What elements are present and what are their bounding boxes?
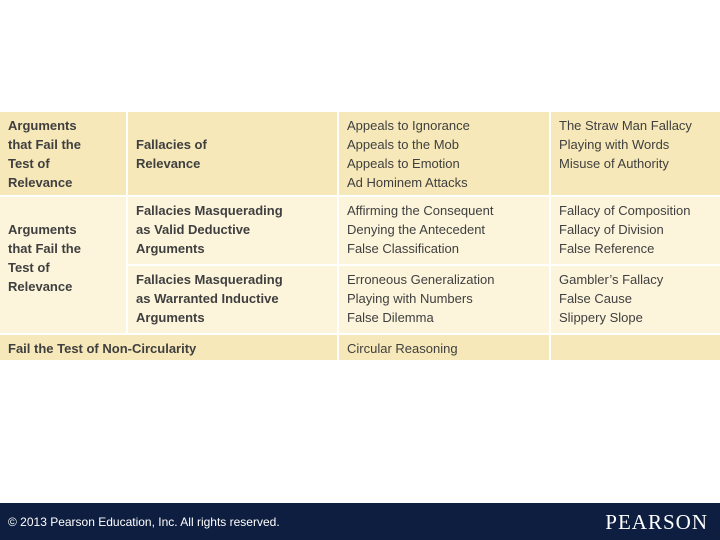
row4-fallacies-col-b	[551, 335, 720, 360]
row4-category: Fail the Test of Non-Circularity	[0, 335, 337, 360]
pearson-logo: PEARSON	[605, 510, 708, 534]
copyright-text: © 2013 Pearson Education, Inc. All rights reserved.	[8, 515, 280, 529]
row1-fallacies-col-a: Appeals to Ignorance Appeals to the Mob Appeals to Emotion Ad Hominem Attacks	[339, 112, 549, 195]
row2-category: Arguments that Fail the Test of Relevance	[0, 197, 126, 333]
row1-fallacies-col-b: The Straw Man Fallacy Playing with Words Misuse of Authority	[551, 112, 720, 195]
row1-category: Arguments that Fail the Test of Relevance	[0, 112, 126, 195]
row3-fallacies-col-a: Erroneous Generalization Playing with Numbers False Dilemma	[339, 266, 549, 333]
row1-fallacy-type: Fallacies of Relevance	[128, 112, 337, 195]
row2-fallacy-type: Fallacies Masquerading as Valid Deductive Arguments	[128, 197, 337, 264]
fallacies-table	[0, 112, 720, 360]
row2-fallacies-col-a: Affirming the Consequent Denying the Antecedent False Classification	[339, 197, 549, 264]
row3-fallacy-type: Fallacies Masquerading as Warranted Inductive Arguments	[128, 266, 337, 333]
row3-fallacies-col-b: Gambler’s Fallacy False Cause Slippery Slope	[551, 266, 720, 333]
row4-fallacies-col-a: Circular Reasoning	[339, 335, 549, 360]
row2-fallacies-col-b: Fallacy of Composition Fallacy of Division False Reference	[551, 197, 720, 264]
footer-bar	[0, 503, 720, 540]
